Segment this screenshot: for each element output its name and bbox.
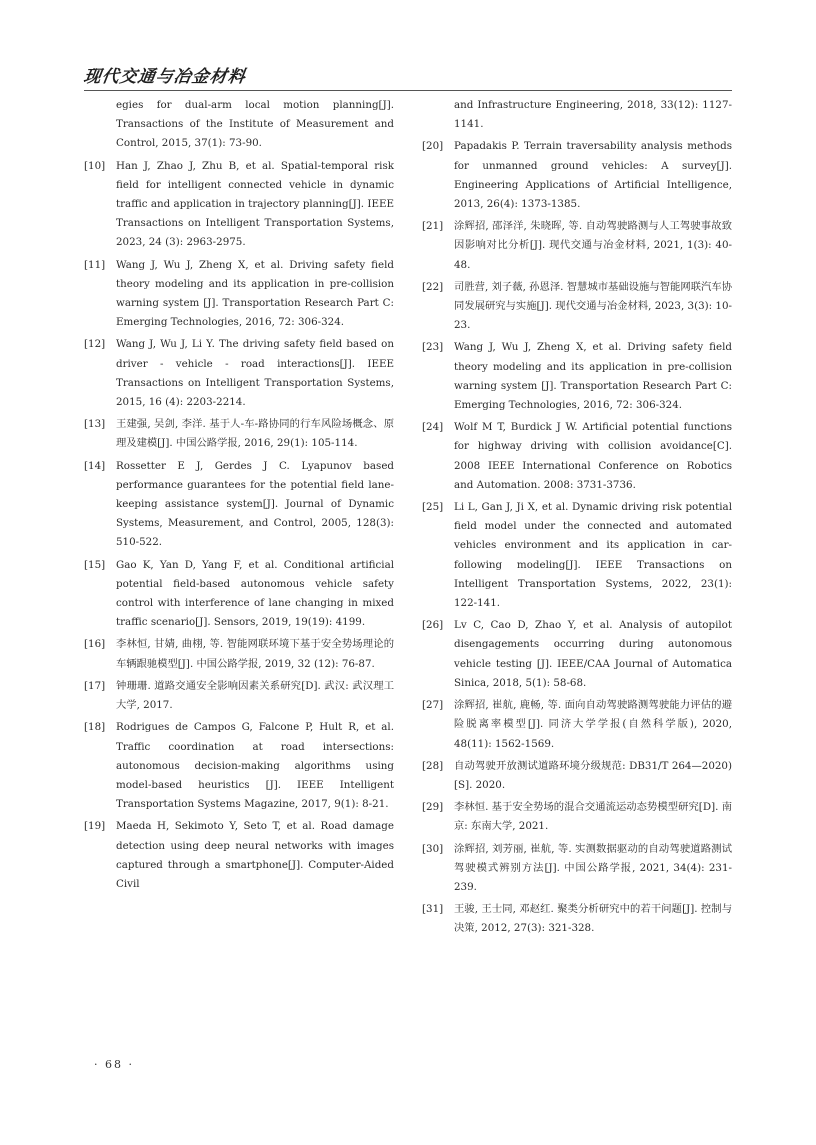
reference-text: Gao K, Yan D, Yang F, et al. Conditional artificial potential field-based autonomous vehicle safety control with interference of lane changing in mixed traffic scenario[J]. Sensors, 2019, 19(19): 4199. <box>116 558 394 629</box>
reference-text: 王建强, 吴剑, 李洋. 基于人-车-路协同的行车风险场概念、原理及建模[J]. 中国公路学报, 2016, 29(1): 105-114. <box>116 418 394 450</box>
reference-number: [12] <box>84 338 106 351</box>
reference-number: [21] <box>422 220 444 233</box>
reference-item <box>84 96 394 154</box>
reference-text: Rossetter E J, Gerdes J C. Lyapunov based performance guarantees for the potential field lane-keeping assistance system[J]. Journal of Dynamic Systems, Measurement, and Control, 2005, 128(3): 510-522. <box>116 459 394 549</box>
reference-number: [10] <box>84 159 106 172</box>
reference-number: [16] <box>84 638 106 651</box>
reference-text: Wang J, Wu J, Li Y. The driving safety field based on driver - vehicle - road interactions[J]. IEEE Transactions on Intelligent Transportation Systems, 2015, 16 (4): 2203-2214. <box>116 338 394 409</box>
reference-text: 涂辉招, 崔航, 鹿畅, 等. 面向自动驾驶路测驾驶能力评估的避险脱离率模型[J]. 同济大学学报(自然科学版), 2020, 48(11): 1562-1569. <box>454 699 732 750</box>
reference-item <box>84 635 394 673</box>
reference-item <box>84 556 394 633</box>
journal-logo: 现代交通与冶金材料 <box>82 67 248 87</box>
reference-text: Papadakis P. Terrain traversability analysis methods for unmanned ground vehicles: A survey[J]. Engineering Applications of Artificial Intelligence, 2013, 26(4): 1373-1385. <box>454 140 732 211</box>
reference-number: [30] <box>422 842 444 855</box>
reference-number: [24] <box>422 421 444 434</box>
reference-item <box>84 718 394 814</box>
reference-number: [11] <box>84 258 106 271</box>
reference-text: Lv C, Cao D, Zhao Y, et al. Analysis of autopilot disengagements occurring during autonomous vehicle testing [J]. IEEE/CAA Journal of Automatica Sinica, 2018, 5(1): 58-68. <box>454 619 732 689</box>
reference-number: [23] <box>422 341 444 354</box>
reference-number: [26] <box>422 619 444 632</box>
reference-item <box>84 415 394 453</box>
reference-number: [19] <box>84 820 106 833</box>
reference-number: [25] <box>422 501 444 514</box>
reference-text: Maeda H, Sekimoto Y, Seto T, et al. Road damage detection using deep neural networks with images captured through a smartphone[J]. Computer-Aided Civil <box>116 820 394 890</box>
reference-number: [20] <box>422 140 444 153</box>
reference-number: [18] <box>84 721 106 734</box>
reference-item <box>422 96 732 134</box>
reference-item <box>84 457 394 553</box>
reference-text: Li L, Gan J, Ji X, et al. Dynamic driving risk potential field model under the connected and automated vehicles environment and its application in car-following modeling[J]. IEEE Transactions on Intelligent Transportation Systems, 2022, 23(1): 122-141. <box>454 501 732 610</box>
reference-text: 李林恒. 基于安全势场的混合交通流运动态势模型研究[D]. 南京: 东南大学, 2021. <box>454 801 732 833</box>
reference-number: [27] <box>422 699 444 712</box>
reference-number: [28] <box>422 759 444 772</box>
reference-text: 涂辉招, 邵泽洋, 朱晓晖, 等. 自动驾驶路测与人工驾驶事故致因影响对比分析[J]. 现代交通与冶金材料, 2021, 1(3): 40-48. <box>454 220 732 271</box>
reference-text: and Infrastructure Engineering, 2018, 33(12): 1127-1141. <box>454 99 732 131</box>
reference-item <box>422 840 732 898</box>
header-rule <box>84 90 732 91</box>
reference-number: [17] <box>84 679 106 692</box>
reference-item <box>422 338 732 415</box>
reference-text: 司胜营, 刘子薇, 孙恩泽. 智慧城市基础设施与智能网联汽车协同发展研究与实施[J]. 现代交通与冶金材料, 2023, 3(3): 10-23. <box>454 280 732 332</box>
reference-text: Wolf M T, Burdick J W. Artificial potential functions for highway driving with collision avoidance[C]. 2008 IEEE International Conference on Robotics and Automation. 2008: 3731-3736. <box>454 421 732 491</box>
reference-text: Wang J, Wu J, Zheng X, et al. Driving safety field theory modeling and its application in pre-collision warning system [J]. Transportation Research Part C: Emerging Technologies, 2016, 72: 306-324. <box>116 258 394 329</box>
reference-item <box>84 157 394 253</box>
reference-item <box>422 278 732 336</box>
reference-item <box>422 757 732 795</box>
reference-text: 涂辉招, 刘芳丽, 崔航, 等. 实测数据驱动的自动驾驶道路测试驾驶模式辨别方法[J]. 中国公路学报, 2021, 34(4): 231-239. <box>454 842 732 893</box>
reference-text: 王骏, 王士同, 邓赵红. 聚类分析研究中的若干问题[J]. 控制与决策, 2012, 27(3): 321-328. <box>454 903 732 935</box>
page-number: · 68 · <box>94 1058 134 1071</box>
reference-item <box>422 418 732 495</box>
reference-number: [29] <box>422 801 444 814</box>
reference-column-left <box>84 96 394 897</box>
reference-text: egies for dual-arm local motion planning[J]. Transactions of the Institute of Measurement and Control, 2015, 37(1): 73-90. <box>116 99 394 150</box>
reference-column-right <box>422 96 732 942</box>
reference-item <box>84 817 394 894</box>
reference-item <box>422 696 732 754</box>
reference-item <box>84 677 394 715</box>
reference-text: 李林恒, 甘婧, 曲栩, 等. 智能网联环境下基于安全势场理论的车辆跟驰模型[J]. 中国公路学报, 2019, 32 (12): 76-87. <box>116 638 394 670</box>
reference-number: [14] <box>84 459 106 472</box>
reference-text: Han J, Zhao J, Zhu B, et al. Spatial-temporal risk field for intelligent connected vehicle in dynamic traffic and application in trajectory planning[J]. IEEE Transactions on Intelligent Transportation Systems, 2023, 24 (3): 2963-2975. <box>116 159 394 249</box>
reference-item <box>84 256 394 333</box>
reference-item <box>422 498 732 613</box>
reference-item <box>422 900 732 938</box>
reference-text: 自动驾驶开放测试道路环境分级规范: DB31/T 264—2020)[S]. 2020. <box>454 759 732 791</box>
reference-number: [31] <box>422 903 444 916</box>
reference-text: Wang J, Wu J, Zheng X, et al. Driving safety field theory modeling and its application in pre-collision warning system [J]. Transportation Research Part C: Emerging Technologies, 2016, 72: 306-324. <box>454 341 732 412</box>
reference-item <box>422 137 732 214</box>
reference-item <box>422 217 732 275</box>
reference-text: 钟珊珊. 道路交通安全影响因素关系研究[D]. 武汉: 武汉理工大学, 2017. <box>116 679 394 712</box>
reference-number: [13] <box>84 418 106 431</box>
reference-item <box>422 798 732 836</box>
reference-item <box>84 335 394 412</box>
reference-number: [15] <box>84 558 106 571</box>
reference-number: [22] <box>422 280 444 293</box>
reference-text: Rodrigues de Campos G, Falcone P, Hult R, et al. Traffic coordination at road intersections: autonomous decision-making algorithms using model-based heuristics [J]. IEEE Intelligent Transportation Systems Magazine, 2017, 9(1): 8-21. <box>116 721 394 811</box>
reference-item <box>422 616 732 693</box>
